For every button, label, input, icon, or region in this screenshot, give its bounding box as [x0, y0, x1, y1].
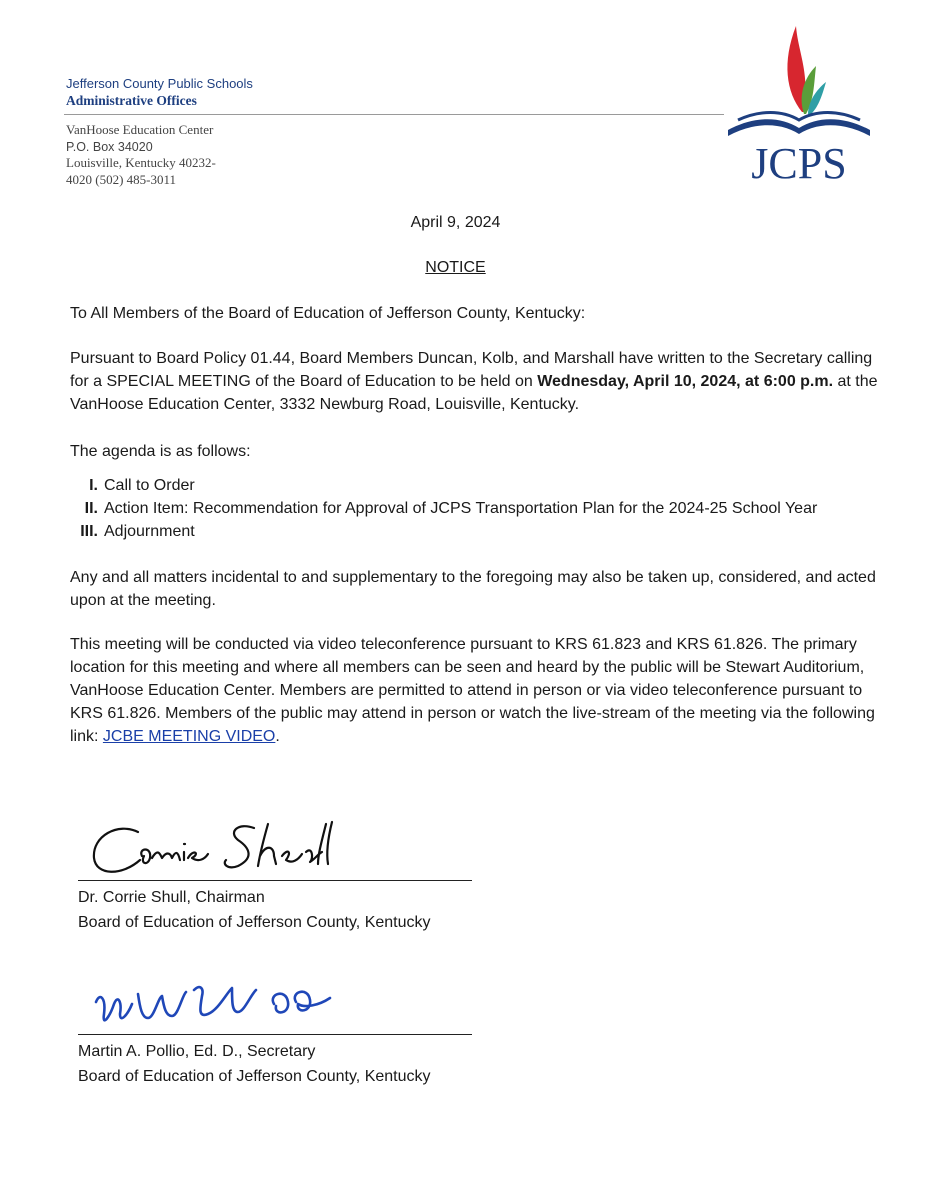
teleconference-text: This meeting will be conducted via video teleconference pursuant to KRS 61.823 and KRS 61.826. The primary location for this meeting and where all members can be seen and heard by the public will be Stewart Auditorium, VanHoose Education Center. Members are permitted to attend in person or via video teleconference pursuant to KRS 61.826. Members of the public may attend in person or watch the live-stream of the meeting via the following link:: [70, 636, 875, 745]
agenda-item: [70, 497, 817, 520]
signature-block-chairman: [78, 818, 472, 935]
signature-block-secretary: [78, 974, 472, 1089]
signature-line: [78, 880, 472, 881]
teleconference-end: .: [275, 728, 280, 745]
meeting-video-link[interactable]: JCBE MEETING VIDEO: [102, 728, 276, 745]
signer-organization: Board of Education of Jefferson County, Kentucky: [78, 1068, 431, 1085]
logo-book-left: [728, 119, 799, 136]
agenda-item-text: Action Item: Recommendation for Approval of JCPS Transportation Plan for the 2024-25 School Year: [104, 500, 818, 517]
address-line: Louisville, Kentucky 40232-: [66, 155, 216, 170]
address-line: 4020 (502) 485-3011: [66, 171, 177, 187]
notice-heading: NOTICE: [425, 259, 486, 276]
signer-name: Dr. Corrie Shull, Chairman: [78, 889, 265, 906]
mailing-address: [66, 122, 216, 188]
meeting-datetime: Wednesday, April 10, 2024, at 6:00 p.m.: [537, 373, 834, 390]
signer-info: [78, 1039, 472, 1089]
agenda-list: [70, 474, 817, 543]
letterhead: [66, 76, 253, 109]
agenda-item: [70, 474, 817, 497]
signature-line: [78, 1034, 472, 1035]
meeting-call-paragraph: [70, 347, 880, 416]
salutation: To All Members of the Board of Education of Jefferson County, Kentucky:: [70, 305, 586, 322]
handwritten-signature-chairman-icon: [78, 818, 472, 880]
address-line: VanHoose Education Center: [66, 122, 214, 137]
meeting-location-text: at the VanHoose Education Center, 3332 Newburg Road, Louisville, Kentucky.: [70, 373, 878, 413]
agenda-item-text: Adjournment: [104, 523, 195, 540]
department-name: Administrative Offices: [66, 93, 197, 108]
letterhead-divider: [64, 114, 724, 115]
agenda-item: [70, 520, 817, 543]
logo-wordmark: JCPS: [751, 139, 847, 182]
incidental-paragraph: Any and all matters incidental to and supplementary to the foregoing may also be taken up, considered, and acted upon at the meeting.: [70, 569, 876, 609]
signer-name: Martin A. Pollio, Ed. D., Secretary: [78, 1043, 316, 1060]
agenda-item-number: III.: [80, 523, 98, 540]
meeting-call-text: Pursuant to Board Policy 01.44, Board Members Duncan, Kolb, and Marshall have written to the Secretary calling for a SPECIAL MEETING of the Board of Education to be held on: [70, 350, 873, 390]
agenda-item-number: II.: [84, 500, 98, 517]
logo-book-right: [799, 119, 870, 136]
agenda-intro: The agenda is as follows:: [70, 443, 251, 460]
address-line: P.O. Box 34020: [66, 139, 153, 154]
agenda-item-number: I.: [89, 477, 98, 494]
agenda-item-text: Call to Order: [104, 477, 195, 494]
logo-book-line: [738, 113, 860, 121]
org-name: Jefferson County Public Schools: [66, 76, 253, 91]
signer-organization: Board of Education of Jefferson County, Kentucky: [78, 914, 431, 931]
signer-info: [78, 885, 472, 935]
handwritten-signature-secretary-icon: [78, 974, 472, 1034]
letter-date: April 9, 2024: [410, 214, 501, 231]
teleconference-paragraph: [70, 633, 880, 748]
jcps-logo-icon: [724, 22, 874, 182]
